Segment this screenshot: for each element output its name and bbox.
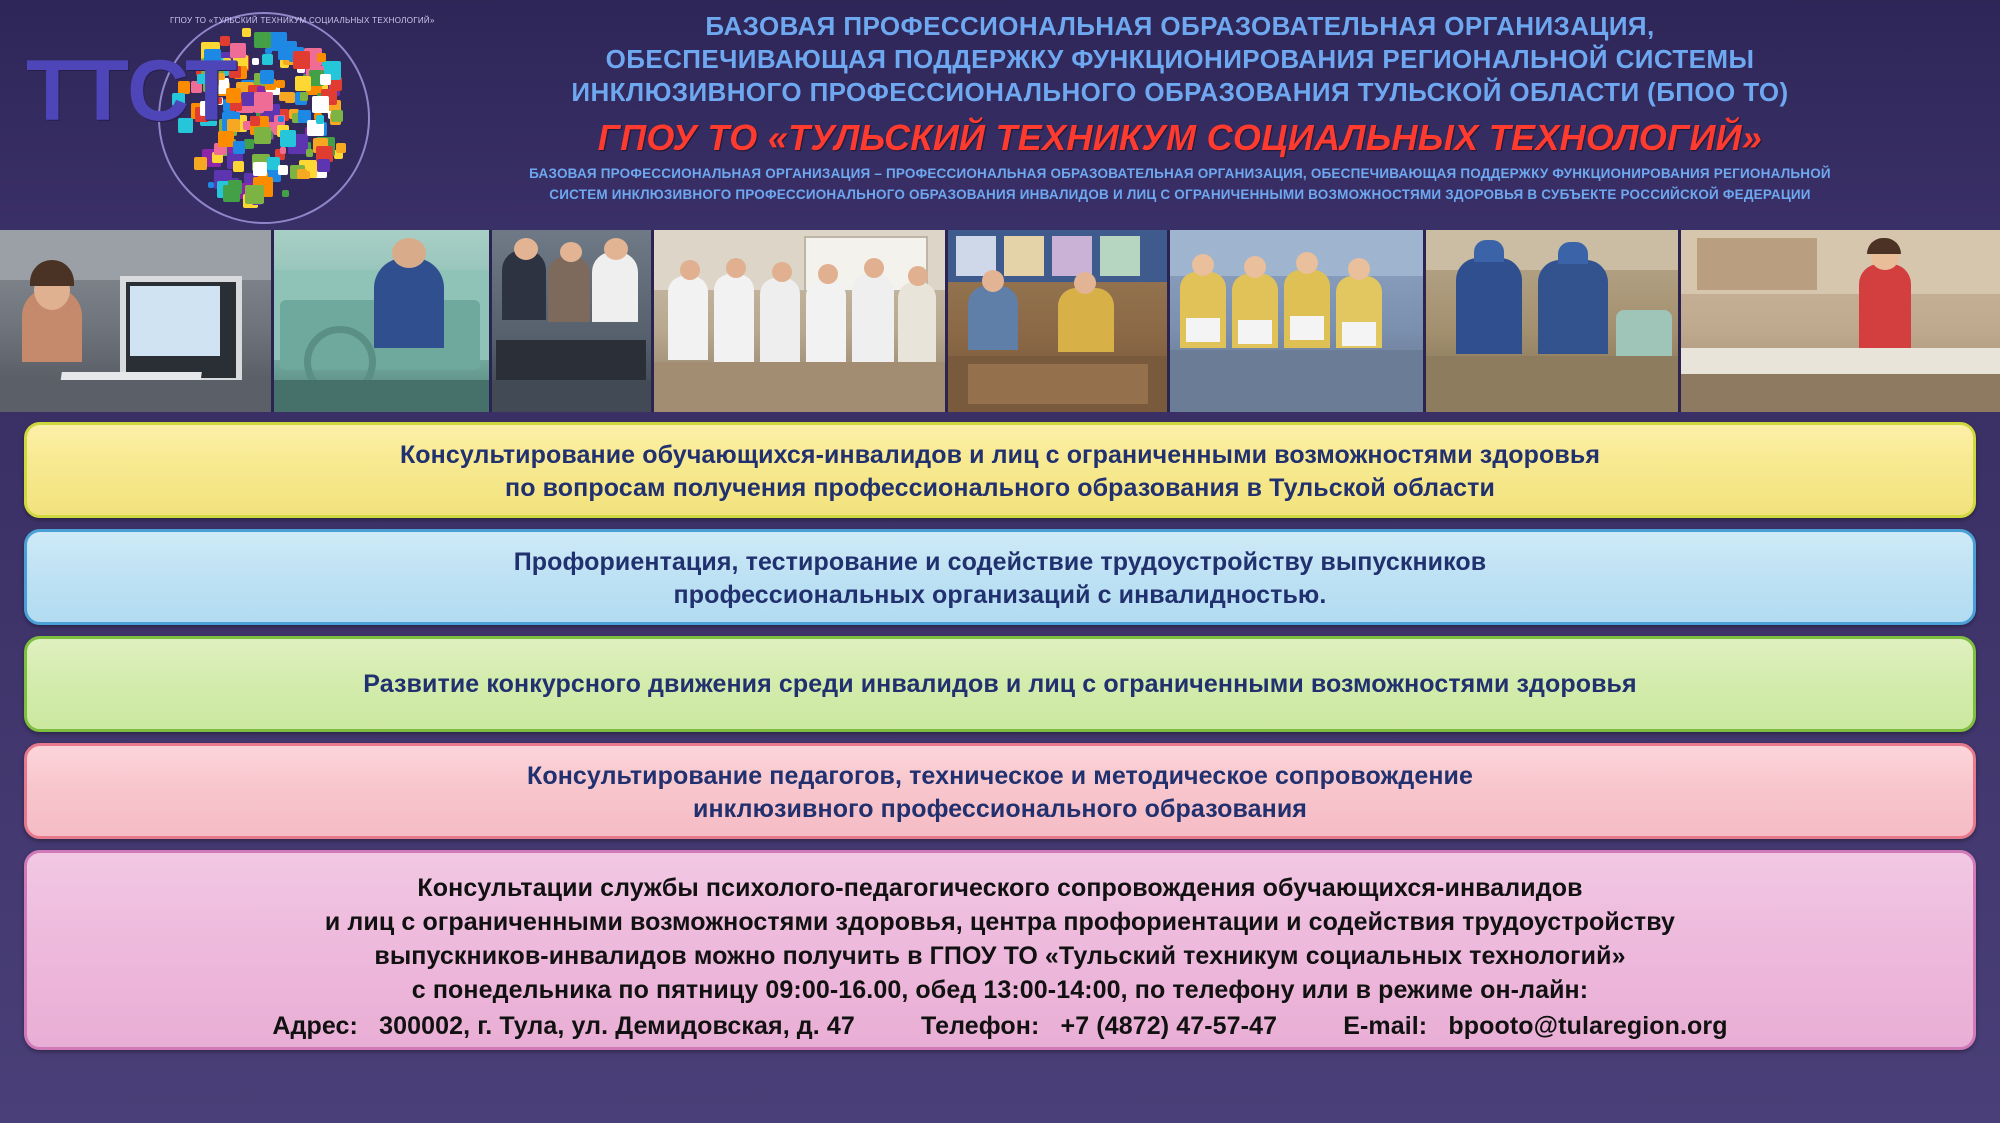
organization-logo <box>10 4 435 229</box>
mosaic-tile <box>223 185 240 202</box>
photo-award-ceremony <box>1170 230 1422 412</box>
photo-strip <box>0 230 2000 412</box>
mosaic-tile <box>242 28 252 38</box>
mosaic-tile <box>233 161 244 172</box>
mosaic-tile <box>306 149 314 157</box>
phone-value[interactable]: +7 (4872) 47-57-47 <box>1060 1012 1278 1040</box>
organization-title: ГПОУ ТО «ТУЛЬСКИЙ ТЕХНИКУМ СОЦИАЛЬНЫХ ТЕХНОЛОГИЙ» <box>597 117 1763 158</box>
mosaic-tile <box>300 92 308 100</box>
mosaic-tile <box>295 76 310 91</box>
photo-students-computers <box>492 230 652 412</box>
contacts-line-1: Консультации службы психолого-педагогического сопровождения обучающихся-инвалидов <box>417 874 1583 902</box>
mosaic-tile <box>278 165 288 175</box>
mosaic-tile <box>254 32 270 48</box>
mosaic-tile <box>316 115 325 124</box>
mosaic-tile <box>282 190 289 197</box>
mosaic-tile <box>312 96 329 113</box>
banner-line: Консультирование педагогов, техническое и методическое сопровождение <box>526 762 1474 790</box>
mosaic-tile <box>262 54 273 65</box>
address-value: 300002, г. Тула, ул. Демидовская, д. 47 <box>379 1012 855 1040</box>
photo-computer-class-woman <box>0 230 271 412</box>
mosaic-tile <box>254 127 271 144</box>
photo-mechanics-training <box>1426 230 1678 412</box>
banner-line: по вопросам получения профессионального образования в Тульской области <box>505 474 1495 502</box>
mosaic-tile <box>317 53 326 62</box>
contacts-line-4: с понедельника по пятницу 09:00-16.00, обед 13:00-14:00, по телефону или в режиме он-лайн: <box>411 976 1589 1004</box>
service-banners <box>0 412 2000 1050</box>
logo-ring-caption: ГПОУ ТО «ТУЛЬСКИЙ ТЕХНИКУМ СОЦИАЛЬНЫХ ТЕХНОЛОГИЙ» <box>170 16 435 25</box>
banner-contacts <box>24 850 1976 1050</box>
contacts-details-row <box>57 1009 1943 1043</box>
header-subtitle-2: СИСТЕМ ИНКЛЮЗИВНОГО ПРОФЕССИОНАЛЬНОГО ОБРАЗОВАНИЯ ИНВАЛИДОВ И ЛИЦ С ОГРАНИЧЕННЫМИ ВОЗМОЖНОСТЯМИ ЗДОРОВЬЯ В СУБЪЕКТЕ РОССИЙСКОЙ ФЕДЕРАЦИИ <box>549 187 1811 202</box>
mosaic-tile <box>233 141 246 154</box>
photo-lathe-workshop <box>274 230 488 412</box>
banner-competition-movement <box>24 636 1976 732</box>
banner-line: Профориентация, тестирование и содействие трудоустройству выпускников <box>513 548 1487 576</box>
mosaic-tile <box>280 130 297 147</box>
mosaic-tile <box>280 147 287 154</box>
phone-label: Телефон: <box>920 1012 1040 1040</box>
mosaic-tile <box>278 116 284 122</box>
photo-workshop-mosaic <box>948 230 1167 412</box>
email-value[interactable]: bpooto@tularegion.org <box>1448 1012 1728 1040</box>
contacts-line-3: выпускников-инвалидов можно получить в ГПОУ ТО «Тульский техникум социальных технологий» <box>374 942 1626 970</box>
mosaic-tile <box>244 139 254 149</box>
banner-line: профессиональных организаций с инвалидностью. <box>673 581 1327 609</box>
header-line-3: ИНКЛЮЗИВНОГО ПРОФЕССИОНАЛЬНОГО ОБРАЗОВАНИЯ ТУЛЬСКОЙ ОБЛАСТИ (БПОО ТО) <box>571 77 1789 107</box>
mosaic-tile <box>260 70 274 84</box>
banner-career-guidance <box>24 529 1976 625</box>
email-label: E-mail: <box>1343 1012 1428 1040</box>
banner-line: инклюзивного профессионального образования <box>693 795 1307 823</box>
mosaic-tile <box>285 92 296 103</box>
mosaic-tile <box>194 157 207 170</box>
header-text-block <box>370 10 1990 203</box>
header-subtitle-1: БАЗОВАЯ ПРОФЕССИОНАЛЬНАЯ ОРГАНИЗАЦИЯ – ПРОФЕССИОНАЛЬНАЯ ОБРАЗОВАТЕЛЬНАЯ ОРГАНИЗАЦИЯ, ОБЕСПЕЧИВАЮЩАЯ ПОДДЕРЖКУ ФУНКЦИОНИРОВАНИЯ РЕГИОНАЛЬНОЙ <box>529 166 1831 181</box>
mosaic-tile <box>254 104 263 113</box>
banner-teacher-consulting <box>24 743 1976 839</box>
mosaic-tile <box>276 80 285 89</box>
mosaic-tile <box>245 185 264 204</box>
mosaic-tile <box>320 74 331 85</box>
address-label: Адрес: <box>272 1012 358 1040</box>
banner-line: Развитие конкурсного движения среди инвалидов и лиц с ограниченными возможностями здоровья <box>363 669 1637 698</box>
mosaic-tile <box>253 162 267 176</box>
contacts-line-2: и лиц с ограниченными возможностями здоровья, центра профориентации и содействия трудоустройству <box>324 908 1676 936</box>
poster-header <box>0 0 2000 230</box>
mosaic-tile <box>252 58 259 65</box>
photo-sewing-workshop <box>1681 230 2000 412</box>
photo-group-volunteers <box>654 230 945 412</box>
header-line-1: БАЗОВАЯ ПРОФЕССИОНАЛЬНАЯ ОБРАЗОВАТЕЛЬНАЯ ОРГАНИЗАЦИЯ, <box>705 11 1655 41</box>
mosaic-tile <box>336 143 346 153</box>
banner-consulting-students <box>24 422 1976 518</box>
mosaic-tile <box>331 110 343 122</box>
mosaic-tile <box>317 159 330 172</box>
mosaic-tile <box>293 51 310 68</box>
mosaic-tile <box>250 116 260 126</box>
logo-abbreviation: ТТСТ <box>26 43 236 139</box>
banner-line: Консультирование обучающихся-инвалидов и лиц с ограниченными возможностями здоровья <box>399 441 1601 469</box>
header-line-2: ОБЕСПЕЧИВАЮЩАЯ ПОДДЕРЖКУ ФУНКЦИОНИРОВАНИЯ РЕГИОНАЛЬНОЙ СИСТЕМЫ <box>605 44 1755 74</box>
mosaic-tile <box>302 171 310 179</box>
